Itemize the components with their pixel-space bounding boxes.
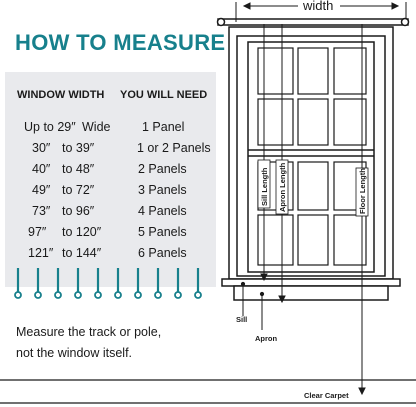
floor-length-label: Floor Length	[358, 168, 367, 214]
width-to: to 48″	[62, 162, 95, 176]
width-to: to 96″	[62, 204, 95, 218]
curtain-rod	[218, 19, 409, 26]
page-title: HOW TO MEASURE	[15, 30, 226, 55]
window-sill	[222, 279, 400, 300]
panels-needed: 1 Panel	[142, 120, 185, 134]
panels-needed: 3 Panels	[138, 183, 187, 197]
floor	[0, 380, 416, 403]
width-from: Up to 29″	[24, 120, 76, 134]
width-to: to 72″	[62, 183, 95, 197]
panels-needed: 4 Panels	[138, 204, 187, 218]
panels-needed: 5 Panels	[138, 225, 187, 239]
sill-label: Sill	[236, 315, 248, 324]
panels-needed: 2 Panels	[138, 162, 187, 176]
width-from: 73″	[32, 204, 51, 218]
width-from: 121″	[28, 246, 54, 260]
width-to: to 39″	[62, 141, 95, 155]
width-to: Wide	[82, 120, 111, 134]
width-to: to 120″	[62, 225, 102, 239]
col-header-you-will-need: YOU WILL NEED	[120, 89, 208, 101]
apron-label: Apron	[255, 334, 278, 343]
apron-length-label: Apron Length	[278, 162, 287, 212]
width-to: to 144″	[62, 246, 102, 260]
width-from: 30″	[32, 141, 51, 155]
panels-needed: 6 Panels	[138, 246, 187, 260]
col-header-window-width: WINDOW WIDTH	[17, 89, 105, 101]
length-label-boxes	[258, 160, 368, 216]
panels-needed: 1 or 2 Panels	[137, 141, 211, 155]
sill-length-label: Sill Length	[260, 167, 269, 206]
clear-carpet-label: Clear Carpet	[304, 391, 349, 400]
width-label: width	[303, 0, 334, 13]
width-from: 97″	[28, 225, 47, 239]
measure-note-line1: Measure the track or pole,	[16, 325, 162, 339]
window-frame	[229, 27, 393, 279]
width-from: 40″	[32, 162, 51, 176]
measure-note-line2: not the window itself.	[16, 346, 133, 360]
width-from: 49″	[32, 183, 51, 197]
